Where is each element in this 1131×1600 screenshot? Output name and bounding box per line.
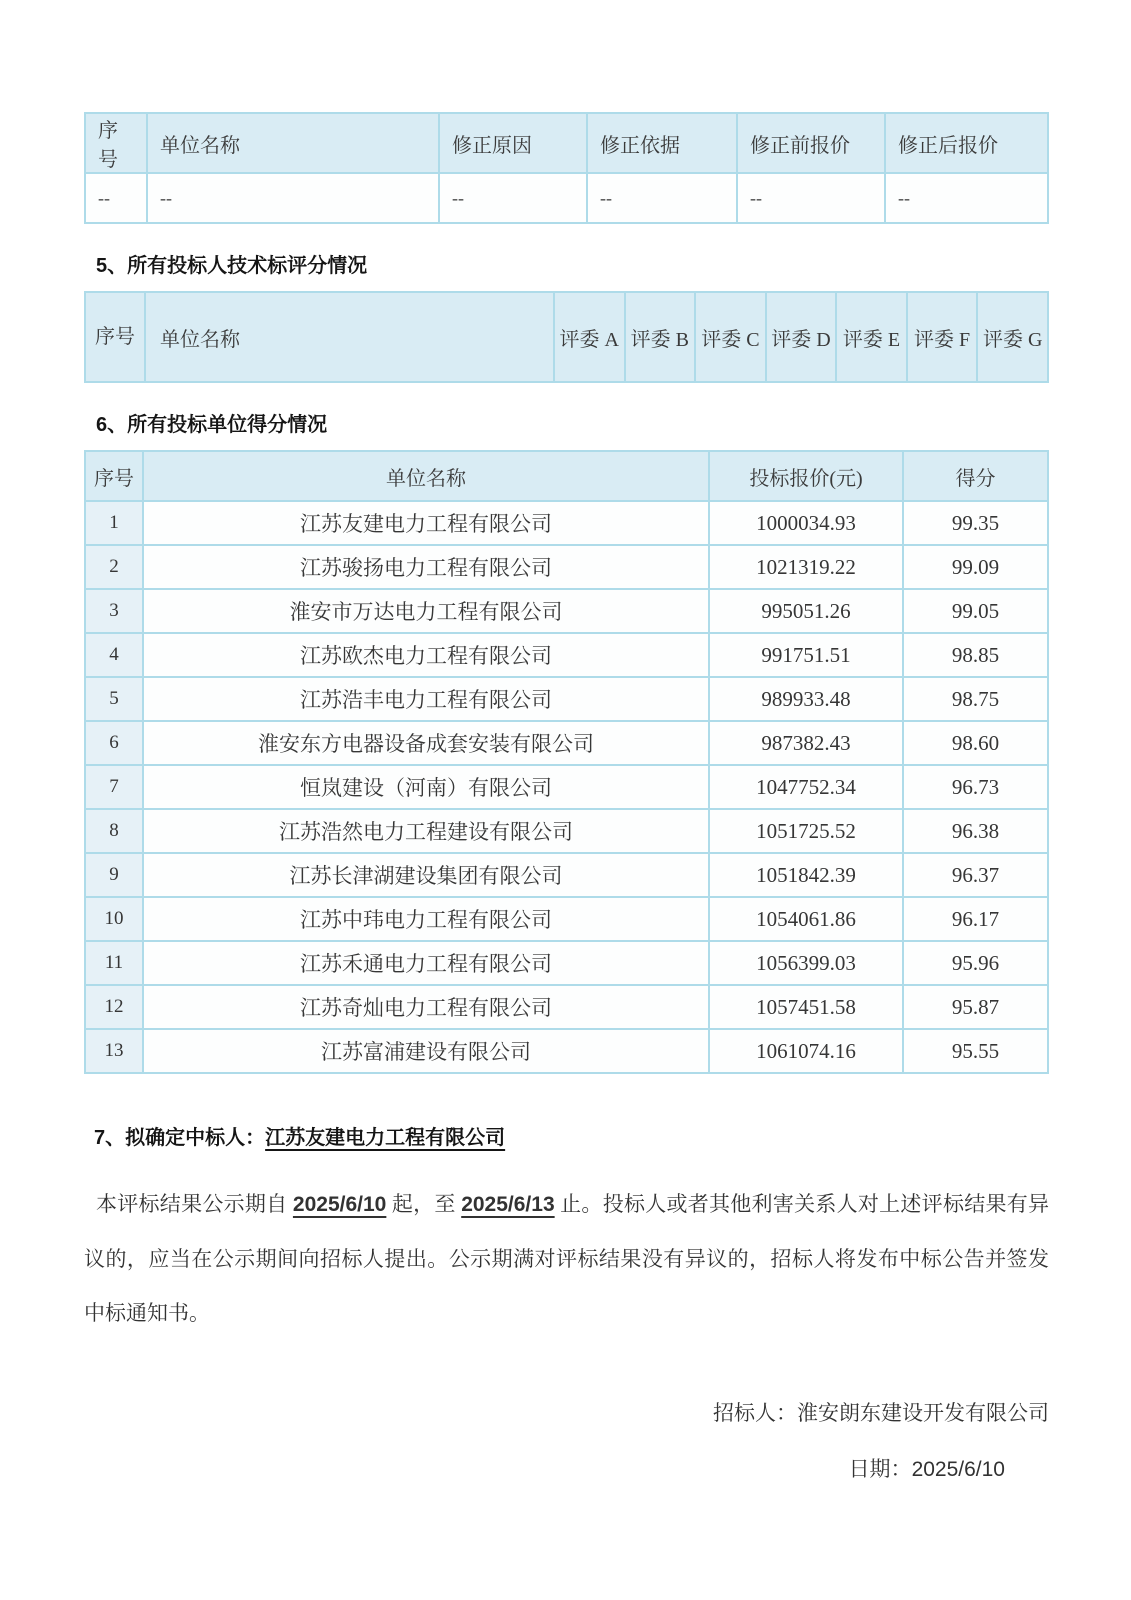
cell-score: 99.35 [903,501,1048,545]
cell-price: 1054061.86 [709,897,903,941]
judges-header-c: 评委 C [695,292,766,382]
cell-seq: 9 [85,853,143,897]
table-row [85,545,1048,589]
table-row [85,1029,1048,1073]
cell-price: 1051725.52 [709,809,903,853]
bidder-line: 招标人：淮安朗东建设开发有限公司 [713,1401,1049,1425]
cell-score: 99.09 [903,545,1048,589]
cell-before: -- [737,173,885,223]
cell-name: 江苏友建电力工程有限公司 [143,501,709,545]
cell-seq: 3 [85,589,143,633]
notice-part3: 止。投标人或者其他利害关系人对上述评标结果有异议的，应当在公示期间向招标人提出。公示期满对评标结果没有异议的，招标人将发布中标公告并签发中标通知书。 [84,1192,1050,1325]
cell-price: 991751.51 [709,633,903,677]
cell-name: 江苏浩然电力工程建设有限公司 [143,809,709,853]
cell-seq: 4 [85,633,143,677]
correction-header-before: 修正前报价 [737,113,885,173]
score-table [84,450,1049,1074]
section5-title: 5、所有投标人技术标评分情况 [96,255,368,277]
cell-seq: 1 [85,501,143,545]
cell-price: 1051842.39 [709,853,903,897]
notice-part2: 起，至 [386,1192,462,1216]
winner-name: 江苏友建电力工程有限公司 [265,1127,506,1149]
date-value: 2025/6/10 [911,1458,1005,1481]
cell-seq: 10 [85,897,143,941]
cell-name: 恒岚建设（河南）有限公司 [143,765,709,809]
cell-seq: 12 [85,985,143,1029]
cell-score: 99.05 [903,589,1048,633]
cell-name: 江苏中玮电力工程有限公司 [143,897,709,941]
table-row [85,589,1048,633]
cell-score: 98.60 [903,721,1048,765]
cell-basis: -- [587,173,737,223]
cell-name: -- [147,173,439,223]
table-row [85,941,1048,985]
judges-header-b: 评委 B [625,292,696,382]
judges-header-g: 评委 G [977,292,1048,382]
correction-header-seq: 序号 [85,113,147,173]
cell-price: 1000034.93 [709,501,903,545]
cell-name: 江苏富浦建设有限公司 [143,1029,709,1073]
judges-header-f: 评委 F [907,292,978,382]
score-header-row [85,451,1048,501]
judges-header-a: 评委 A [554,292,625,382]
cell-after: -- [885,173,1048,223]
correction-data-row [85,173,1048,223]
cell-seq: 2 [85,545,143,589]
judges-header-e: 评委 E [836,292,907,382]
cell-name: 江苏长津湖建设集团有限公司 [143,853,709,897]
cell-score: 95.55 [903,1029,1048,1073]
table-row [85,501,1048,545]
cell-score: 96.17 [903,897,1048,941]
cell-reason: -- [439,173,587,223]
cell-name: 淮安市万达电力工程有限公司 [143,589,709,633]
table-row [85,721,1048,765]
publicity-end-date: 2025/6/13 [461,1193,555,1216]
publicity-notice [84,1177,1049,1340]
cell-price: 989933.48 [709,677,903,721]
correction-table [84,112,1049,224]
cell-seq: 11 [85,941,143,985]
cell-score: 96.38 [903,809,1048,853]
judges-header-row [85,292,1048,382]
cell-score: 98.85 [903,633,1048,677]
cell-seq: 7 [85,765,143,809]
cell-price: 995051.26 [709,589,903,633]
section6-title: 6、所有投标单位得分情况 [96,414,328,436]
cell-price: 1056399.03 [709,941,903,985]
cell-score: 96.37 [903,853,1048,897]
table-row [85,633,1048,677]
table-row [85,897,1048,941]
score-header-name: 单位名称 [143,451,709,501]
judges-header-seq: 序号 [85,292,145,382]
score-header-seq: 序号 [85,451,143,501]
cell-name: 江苏奇灿电力工程有限公司 [143,985,709,1029]
cell-seq: 6 [85,721,143,765]
cell-name: 江苏欧杰电力工程有限公司 [143,633,709,677]
section7-prefix: 7、拟确定中标人： [94,1127,266,1149]
publicity-start-date: 2025/6/10 [292,1193,387,1216]
correction-header-after: 修正后报价 [885,113,1048,173]
table-row [85,765,1048,809]
table-row [85,809,1048,853]
notice-part1: 本评标结果公示期自 [96,1192,293,1216]
section7-title [94,1121,1049,1150]
correction-header-row [85,113,1048,173]
correction-header-basis: 修正依据 [587,113,737,173]
cell-score: 95.96 [903,941,1048,985]
cell-name: 江苏浩丰电力工程有限公司 [143,677,709,721]
cell-price: 1061074.16 [709,1029,903,1073]
correction-header-name: 单位名称 [147,113,439,173]
cell-name: 江苏骏扬电力工程有限公司 [143,545,709,589]
score-header-price: 投标报价(元) [709,451,903,501]
cell-seq: 5 [85,677,143,721]
table-row [85,853,1048,897]
table-row [85,985,1048,1029]
correction-header-reason: 修正原因 [439,113,587,173]
cell-price: 1047752.34 [709,765,903,809]
cell-price: 1057451.58 [709,985,903,1029]
judges-header-name: 单位名称 [145,292,554,382]
cell-seq: -- [85,173,147,223]
score-header-score: 得分 [903,451,1048,501]
cell-score: 98.75 [903,677,1048,721]
cell-name: 淮安东方电器设备成套安装有限公司 [143,721,709,765]
cell-price: 987382.43 [709,721,903,765]
table-row [85,677,1048,721]
judges-table [84,291,1049,383]
cell-seq: 13 [85,1029,143,1073]
cell-score: 95.87 [903,985,1048,1029]
judges-header-d: 评委 D [766,292,837,382]
cell-seq: 8 [85,809,143,853]
cell-score: 96.73 [903,765,1048,809]
cell-name: 江苏禾通电力工程有限公司 [143,941,709,985]
date-line [84,1453,1005,1483]
date-label: 日期： [848,1457,912,1481]
cell-price: 1021319.22 [709,545,903,589]
